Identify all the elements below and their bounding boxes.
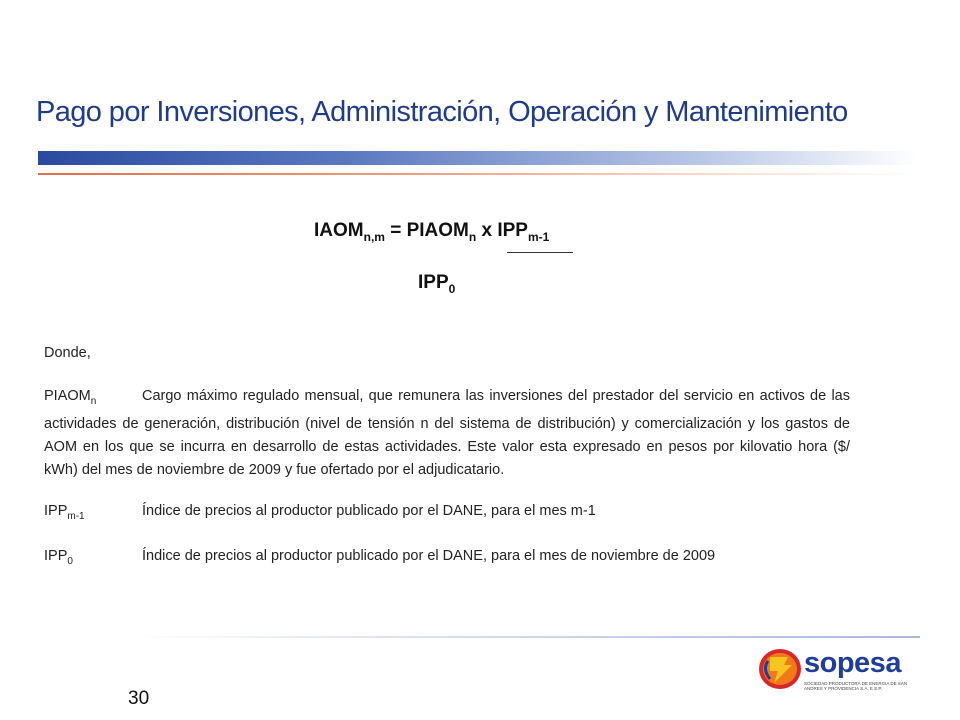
sopesa-logo [758, 645, 916, 693]
definition-piaom [44, 385, 850, 482]
definition-piaom-text: Cargo máximo regulado mensual, que remunera las inversiones del prestador del servicio en activos de las actividades de generación, distribución (nivel de tensión n del sistema de distribución) y comercialización y los gastos de AOM en los que se incurra en desarrollo de estas actividades. Este valor esta expresado en pesos por kilovatio hora ($/ kWh) del mes de noviembre de 2009 y fue ofertado por el adjudicatario. [44, 388, 850, 478]
definition-ipp-m1 [44, 500, 596, 528]
sopesa-emblem-icon [758, 647, 802, 691]
logo-wordmark: sopesa [804, 647, 901, 679]
formula-lhs-sub: n,m [363, 229, 385, 244]
formula-numerator: IPP [497, 220, 528, 241]
definition-ipp-m1-term: $IPP_{m-1}$ [44, 503, 85, 522]
title-gradient-bar [38, 151, 918, 165]
formula-numerator-sub: m-1 [527, 229, 550, 244]
formula-equals: = [384, 220, 407, 241]
formula-denominator-line [418, 272, 455, 296]
definition-ipp0-term: $IPP_0$ [44, 548, 73, 567]
definitions-intro: Donde, [44, 345, 91, 361]
page-number: 30 [128, 688, 150, 709]
definition-piaom-term: $PIAOM_n$ [44, 388, 97, 407]
definition-ipp0-text: Índice de precios al productor publicado por el DANE, para el mes de noviembre de 2009 [142, 548, 716, 564]
title-accent-rule [38, 173, 918, 175]
formula-factor-sub: n [468, 229, 477, 244]
fraction-bar [507, 252, 573, 253]
definition-ipp0 [44, 545, 715, 573]
definition-ipp-m1-text: Índice de precios al productor publicado por el DANE, para el mes m-1 [142, 503, 596, 519]
formula-factor: PIAOM [406, 220, 469, 241]
slide-title: Pago por Inversiones, Administración, Operación y Mantenimiento [36, 96, 848, 128]
logo-tagline: SOCIEDAD PRODUCTORA DE ENERGIA DE SAN ANDRES Y PROVIDENCIA S.A. E.S.P. [804, 681, 908, 691]
formula-denominator: IPP [418, 272, 449, 293]
formula-denominator-sub: 0 [448, 281, 456, 296]
formula-numerator-line [314, 220, 549, 244]
formula-times: x [476, 220, 498, 241]
formula-lhs: IAOM [314, 220, 364, 241]
footer-rule [130, 636, 920, 638]
